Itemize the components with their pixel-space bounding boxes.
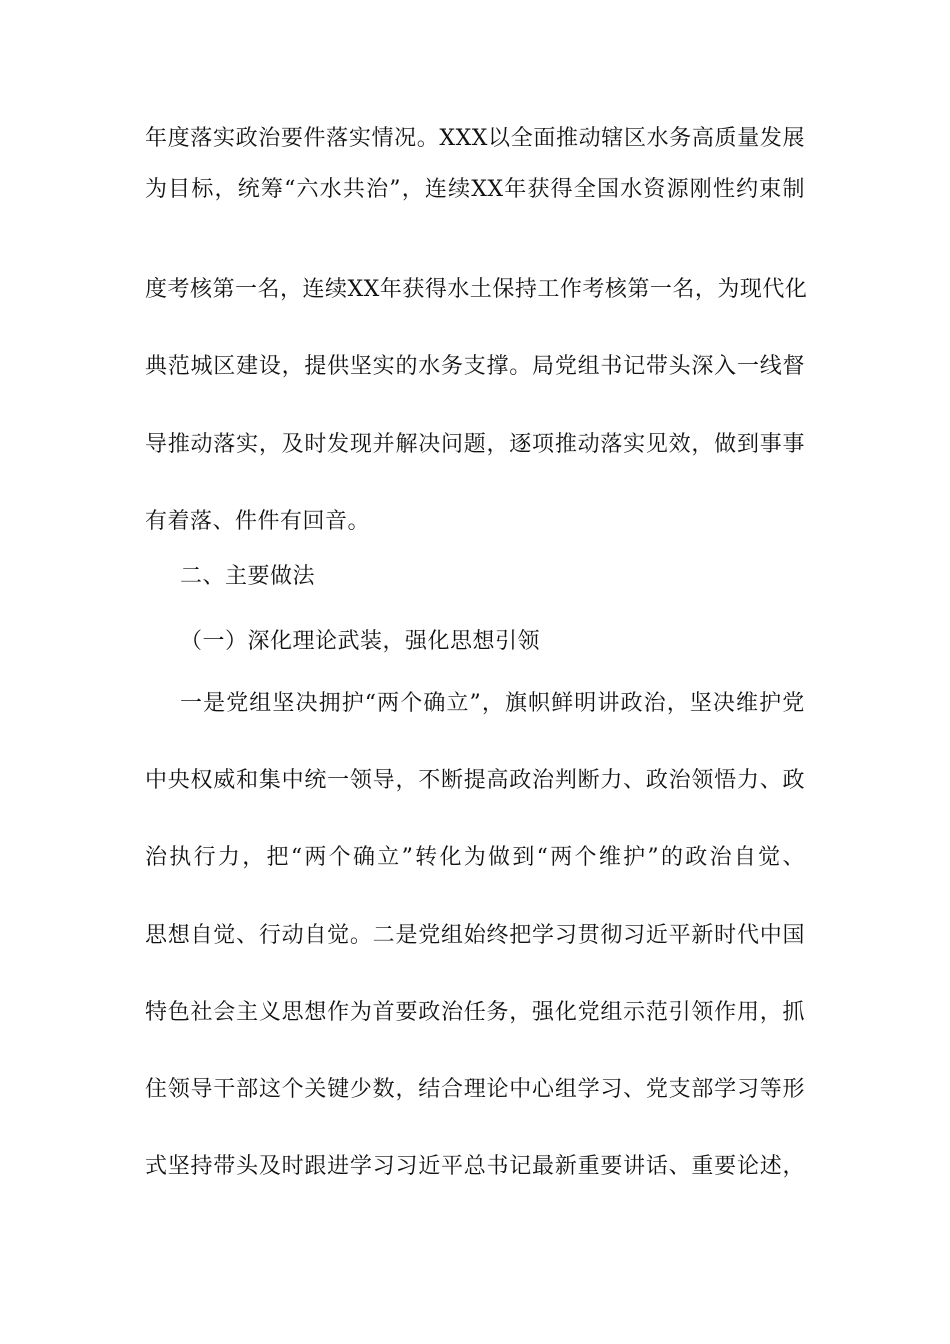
- paragraph-line: 典范城区建设，提供坚实的水务支撑。局党组书记带头深入一线督: [145, 354, 805, 379]
- paragraph-line: 特色社会主义思想作为首要政治任务，强化党组示范引领作用，抓: [145, 1000, 805, 1025]
- section-heading: 二、主要做法: [180, 564, 316, 589]
- paragraph-line: 一是党组坚决拥护“两个确立”，旗帜鲜明讲政治，坚决维护党: [180, 691, 806, 716]
- paragraph-line: 年度落实政治要件落实情况。XXX以全面推动辖区水务高质量发展: [145, 126, 805, 151]
- paragraph-line: 度考核第一名，连续XX年获得水土保持工作考核第一名，为现代化: [145, 277, 808, 302]
- paragraph-line: 住领导干部这个关键少数，结合理论中心组学习、党支部学习等形: [145, 1077, 805, 1102]
- paragraph-line: 思想自觉、行动自觉。二是党组始终把学习贯彻习近平新时代中国: [145, 923, 805, 948]
- paragraph-line: 为目标，统筹“六水共治”，连续XX年获得全国水资源刚性约束制: [145, 177, 805, 202]
- paragraph-line: 导推动落实，及时发现并解决问题，逐项推动落实见效，做到事事: [145, 432, 805, 457]
- paragraph-line: 有着落、件件有回音。: [145, 509, 371, 534]
- subsection-heading: （一）深化理论武装，强化思想引领: [180, 629, 541, 654]
- paragraph-line: 式坚持带头及时跟进学习习近平总书记最新重要讲话、重要论述，: [145, 1154, 805, 1179]
- paragraph-line: 治执行力，把“两个确立”转化为做到“两个维护”的政治自觉、: [145, 845, 805, 870]
- paragraph-line: 中央权威和集中统一领导，不断提高政治判断力、政治领悟力、政: [145, 768, 805, 793]
